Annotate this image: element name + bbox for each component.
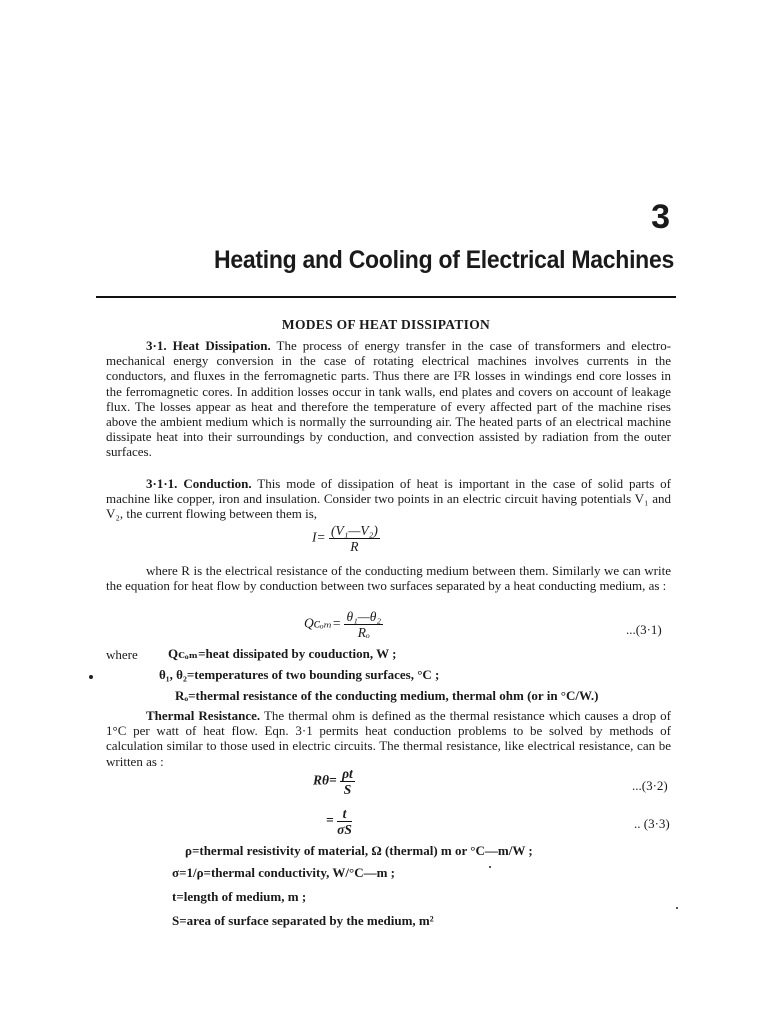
where-theta-definition: θ₁, θ₂=temperatures of two bounding surfaces, °C ; — [159, 667, 440, 682]
definition-sigma: σ=1/ρ=thermal conductivity, W/°C—m ; — [172, 865, 396, 880]
equation-3-3 — [326, 806, 352, 837]
definition-rho: ρ=thermal resistivity of material, Ω (thermal) m or °C—m/W ; — [185, 843, 533, 858]
equation-fraction — [344, 609, 383, 640]
section-3-1-title: Heat Dissipation. — [172, 338, 271, 353]
equation-3-3-tag: .. (3·3) — [634, 816, 670, 831]
section-3-1-1-paragraph — [106, 476, 671, 522]
where-r-paragraph: where R is the electrical resistance of the conducting medium between them. Similarly we can write the equation for heat flow by conduction between two surfaces separated by a heat conducting medium, as : — [106, 563, 671, 594]
equation-3-2 — [313, 766, 355, 797]
scan-speck — [676, 907, 678, 909]
equation-3-1 — [304, 609, 383, 640]
thermal-resistance-body: The thermal ohm is defined as the thermal resistance which causes a drop of 1°C per watt of heat flow. Eqn. 3·1 permits heat conduction problems to be solved by methods of calculation similar to those used in electric circuits. The thermal resistance, like electrical resistance, can be written as : — [106, 708, 671, 769]
section-3-1-1-body: This mode of dissipation of heat is important in the case of solid parts of machine like copper, iron and insulation. Consider two points in an electric circuit having potentials V₁ and V₂, the current flowing between them is, — [106, 476, 672, 522]
equation-3-1-tag: ...(3·1) — [626, 622, 662, 637]
section-3-1-1-title: Conduction. — [183, 476, 252, 491]
chapter-title: Heating and Cooling of Electrical Machines — [214, 246, 674, 274]
where-r-definition: Rₒ=thermal resistance of the conducting medium, thermal ohm (or in °C/W.) — [175, 688, 599, 703]
equation-fraction — [340, 766, 355, 797]
thermal-resistance-paragraph — [106, 708, 671, 769]
equation-lhs: Rθ= — [313, 772, 337, 788]
equation-lhs: I= — [312, 529, 326, 545]
equation-3-2-tag: ...(3·2) — [632, 778, 668, 793]
margin-dot — [89, 675, 93, 679]
section-3-1-number: 3·1. — [146, 338, 167, 353]
equation-numerator: (V₁—V₂) — [330, 523, 378, 538]
section-3-1-body: The process of energy transfer in the case of transformers and electro-mechanical energy conversion in the case of rotating electrical machines involves currents in the conductors, and fluxes in the ferromagnetic parts. Thus there are I²R losses in windings end core losses in the ferromagnetic cores. In addition losses occur in tank walls, end plates and covers on account of leakage flux. The losses appear as heat and therefore the temperature of every affected part of the machine rises above the ambient medium which is normally the surrounding air. The heated parts of an electrical machine dissipate heat into their surroundings by conduction, and convection assisted by radiation from the outer surfaces. — [106, 338, 672, 460]
chapter-number: 3 — [651, 198, 670, 236]
equation-denominator: σS — [337, 822, 352, 837]
equation-numerator: t — [337, 806, 352, 822]
equation-lhs: Qᴄₒₘ= — [304, 615, 342, 631]
section-3-1-paragraph — [106, 338, 671, 460]
equation-denominator: R — [350, 539, 359, 554]
equation-numerator: θ₁—θ₂ — [346, 609, 382, 624]
section-heading: MODES OF HEAT DISSIPATION — [281, 317, 491, 332]
title-rule — [96, 296, 676, 298]
equation-numerator: ρt — [342, 766, 353, 781]
section-3-1-1-number: 3·1·1. — [146, 476, 178, 491]
equation-lhs: = — [326, 812, 334, 828]
thermal-resistance-title: Thermal Resistance. — [146, 708, 261, 723]
equation-denominator: Rₒ — [357, 625, 370, 640]
scan-speck — [489, 866, 491, 868]
equation-current — [312, 523, 380, 554]
definition-s: S=area of surface separated by the medium, m² — [172, 913, 434, 928]
definition-t: t=length of medium, m ; — [172, 889, 307, 904]
equation-denominator: S — [343, 782, 352, 797]
where-label: where — [106, 647, 138, 662]
equation-fraction — [337, 806, 352, 837]
where-q-definition: Qᴄₒₘ=heat dissipated by couduction, W ; — [168, 646, 397, 661]
equation-fraction — [329, 523, 380, 554]
